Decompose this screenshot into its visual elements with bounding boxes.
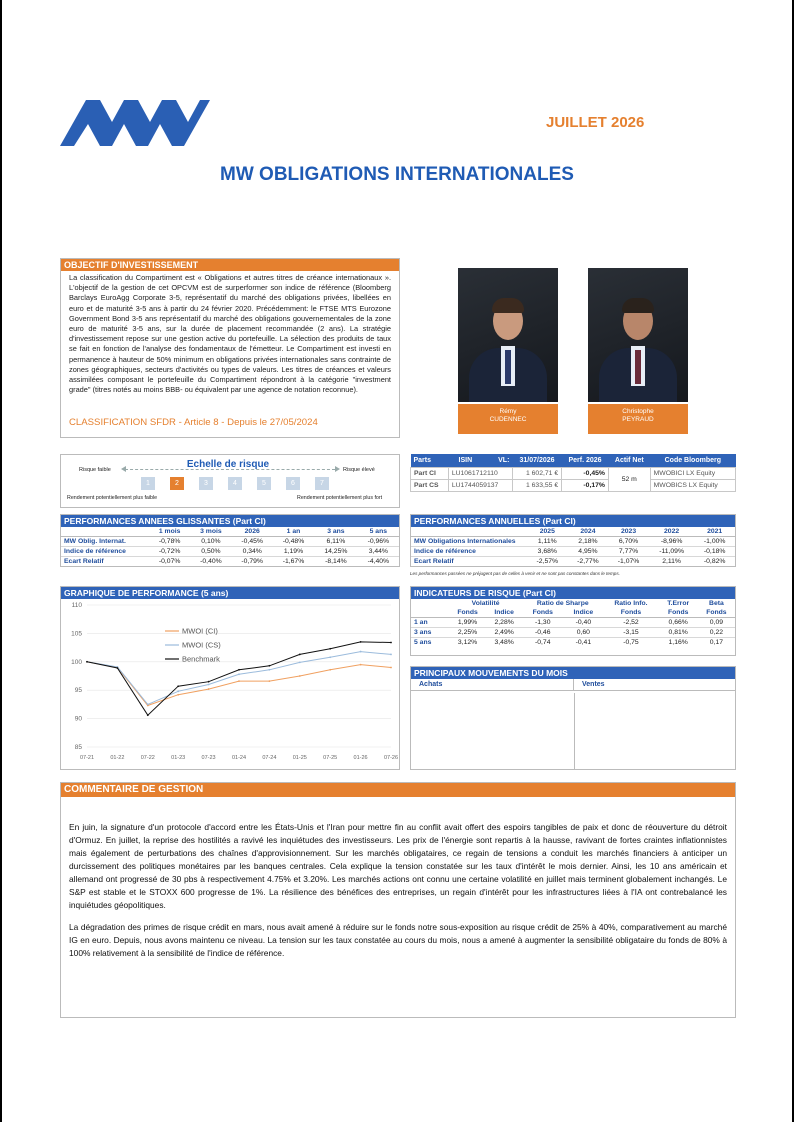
risk-level-cell: 1 bbox=[141, 477, 155, 490]
column-header: 2025 bbox=[527, 527, 568, 537]
fund-title: MW OBLIGATIONS INTERNATIONALES bbox=[220, 164, 574, 185]
data-point bbox=[299, 675, 301, 677]
series-line bbox=[87, 642, 391, 715]
achats-label: Achats bbox=[419, 681, 443, 688]
data-point bbox=[147, 714, 149, 716]
risk-level-cell: 4 bbox=[228, 477, 242, 490]
cell: 1,16% bbox=[659, 638, 698, 648]
column-header: 2026 bbox=[232, 527, 273, 537]
perf-annual-heading: PERFORMANCES ANNUELLES (Part CI) bbox=[411, 515, 735, 527]
cell: -4,40% bbox=[358, 557, 399, 567]
cell: 2,25% bbox=[449, 628, 486, 638]
x-tick-label: 01-25 bbox=[292, 755, 307, 761]
risk-level-cell: 5 bbox=[257, 477, 271, 490]
part-perf: -0,45% bbox=[562, 467, 609, 479]
cell: -0,82% bbox=[694, 557, 735, 567]
part-name: Part CI bbox=[411, 467, 449, 479]
cell: 6,70% bbox=[608, 537, 649, 547]
manager-last-name: CUDENNEC bbox=[489, 416, 527, 423]
commentary-paragraph: La dégradation des primes de risque crédit en mars, nous avait amené à réduire sur le fonds notre sous-exposition au risque crédit de 25% à 40%, comparativement au marché IG en euro. Depuis, nous avons maintenu ce niveau. La tension sur les taux constatée au cours du mois, nous a amené à augmenter la sensibilité obligataire du fonds de 80% à 100% relativement à la sensibilité de l'indice de référence. bbox=[69, 922, 727, 958]
column-header: 2022 bbox=[649, 527, 694, 537]
movements-section bbox=[410, 666, 736, 770]
data-point bbox=[329, 648, 331, 650]
cell: 2,49% bbox=[486, 628, 522, 638]
cell: 2,11% bbox=[649, 557, 694, 567]
data-point bbox=[177, 694, 179, 696]
cell: -0,79% bbox=[232, 557, 273, 567]
series-line bbox=[87, 662, 391, 706]
column-divider bbox=[574, 693, 575, 769]
data-point bbox=[269, 680, 271, 682]
x-tick-label: 01-26 bbox=[353, 755, 368, 761]
legend-label: MWOI (CS) bbox=[182, 640, 221, 650]
manager-photo-2 bbox=[588, 268, 688, 402]
cell: -0,07% bbox=[149, 557, 190, 567]
manager-first-name: Christophe bbox=[622, 408, 654, 415]
sub-header: Fonds bbox=[659, 608, 698, 618]
table-row bbox=[411, 628, 735, 638]
cell: -0,75 bbox=[603, 638, 658, 648]
manager-photo-1 bbox=[458, 268, 558, 402]
x-tick-label: 01-24 bbox=[231, 755, 247, 761]
group-header: Volatilité bbox=[471, 600, 500, 607]
data-point bbox=[86, 661, 88, 663]
row-label: Ecart Relatif bbox=[411, 557, 527, 567]
manager-name-1 bbox=[458, 404, 558, 434]
group-header: Ratio Info. bbox=[614, 600, 648, 607]
cell: -0,40 bbox=[563, 618, 603, 628]
parts-header: Perf. 2026 bbox=[562, 454, 609, 467]
risk-level-cell-selected: 2 bbox=[170, 477, 184, 490]
risk-level-cell: 6 bbox=[286, 477, 300, 490]
perf-rolling-section bbox=[60, 514, 400, 567]
data-point bbox=[238, 680, 240, 682]
table-row bbox=[411, 479, 736, 491]
row-label: 5 ans bbox=[411, 638, 449, 648]
risk-indicators-section bbox=[410, 586, 736, 656]
data-point bbox=[329, 656, 331, 658]
y-tick-label: 105 bbox=[71, 630, 82, 638]
cell: -1,30 bbox=[522, 618, 563, 628]
cell: -0,40% bbox=[190, 557, 231, 567]
data-point bbox=[208, 684, 210, 686]
cell: 3,48% bbox=[486, 638, 522, 648]
y-tick-label: 90 bbox=[74, 715, 82, 723]
row-label: 1 an bbox=[411, 618, 449, 628]
cell: -11,09% bbox=[649, 547, 694, 557]
report-date: JUILLET 2026 bbox=[546, 114, 645, 131]
actif-net: 52 m bbox=[608, 467, 650, 491]
cell: 0,34% bbox=[232, 547, 273, 557]
group-header: Ratio de Sharpe bbox=[536, 600, 589, 607]
cell: -2,77% bbox=[568, 557, 609, 567]
manager-last-name: PEYRAUD bbox=[622, 416, 654, 423]
cell: -2,57% bbox=[527, 557, 568, 567]
parts-table bbox=[410, 454, 736, 492]
cell: -0,96% bbox=[358, 537, 399, 547]
column-header: 1 mois bbox=[149, 527, 190, 537]
row-label: Indice de référence bbox=[411, 547, 527, 557]
cell: -1,67% bbox=[273, 557, 314, 567]
parts-header: ISIN bbox=[448, 454, 482, 467]
risk-high-label: Risque élevé bbox=[343, 467, 375, 473]
table-row bbox=[411, 537, 735, 547]
x-tick-label: 07-24 bbox=[262, 755, 277, 761]
y-tick-label: 110 bbox=[71, 602, 82, 609]
cell: 0,60 bbox=[563, 628, 603, 638]
part-isin: LU1061712110 bbox=[448, 467, 512, 479]
data-point bbox=[299, 654, 301, 656]
risk-indicators-heading: INDICATEURS DE RISQUE (Part CI) bbox=[411, 587, 735, 599]
cell: -0,46 bbox=[522, 628, 563, 638]
table-row bbox=[411, 557, 735, 567]
data-point bbox=[329, 669, 331, 671]
cell: 0,17 bbox=[698, 638, 735, 648]
objective-heading: OBJECTIF D'INVESTISSEMENT bbox=[61, 259, 399, 271]
column-header: 2024 bbox=[568, 527, 609, 537]
ventes-label: Ventes bbox=[573, 679, 735, 690]
cell: -1,07% bbox=[608, 557, 649, 567]
cell: 0,22 bbox=[698, 628, 735, 638]
data-point bbox=[360, 664, 362, 666]
performance-chart bbox=[61, 599, 399, 769]
objective-section bbox=[60, 258, 400, 438]
part-perf: -0,17% bbox=[562, 479, 609, 491]
movements-heading: PRINCIPAUX MOUVEMENTS DU MOIS bbox=[411, 667, 735, 679]
column-header: 3 ans bbox=[314, 527, 358, 537]
perf-rolling-heading: PERFORMANCES ANNEES GLISSANTES (Part CI) bbox=[61, 515, 399, 527]
parts-header: Actif Net bbox=[608, 454, 650, 467]
chart-heading: GRAPHIQUE DE PERFORMANCE (5 ans) bbox=[61, 587, 399, 599]
cell: 3,12% bbox=[449, 638, 486, 648]
commentary-section bbox=[60, 782, 736, 1018]
cell: -0,78% bbox=[149, 537, 190, 547]
cell: -0,48% bbox=[273, 537, 314, 547]
parts-header: VL: bbox=[482, 454, 512, 467]
cell: 2,18% bbox=[568, 537, 609, 547]
cell: -0,74 bbox=[522, 638, 563, 648]
table-row bbox=[411, 467, 736, 479]
cell: -1,00% bbox=[694, 537, 735, 547]
cell: 0,10% bbox=[190, 537, 231, 547]
cell: 0,66% bbox=[659, 618, 698, 628]
sub-header: Fonds bbox=[603, 608, 658, 618]
data-point bbox=[390, 654, 392, 656]
cell: -8,14% bbox=[314, 557, 358, 567]
cell: 1,11% bbox=[527, 537, 568, 547]
arrow-right-icon bbox=[335, 466, 340, 472]
cell: 4,95% bbox=[568, 547, 609, 557]
objective-text: La classification du Compartiment est « Obligations et autres titres de créance internationaux ». L'objectif de la gestion de cet OPCVM est de surperformer son indice de référence (Bloomberg Barclays EuroAgg Corporate 3-5, représentatif du marché des obligations privées, libellées en euro et de maturité 3-5 ans à partir du 24 février 2020. Précédemment: le FTSE MTS Eurozone Government Bond 3-5 ans représentatif du marché des obligations gouvernementales de la zone euro de maturité 3-5 ans, sur la durée de placement recommandée (2 ans). La stratégie d'investissement repose sur une gestion active du portefeuille. La sélection des produits de taux se fait en fonction de l'analyse des fondamentaux de l'émetteur. Le Compartiment est investi en permanence à hauteur de 50% minimum en obligations privées internationales sans contrainte de zones géographiques, secteurs d'activités ou types de valeurs. Les titres de créances et valeurs assimilées composant le portefeuille du Compartiment répondront à la catégorie "investment grade" (titres notés au moins BBB- ou équivalent par une agence de notation reconnue). bbox=[69, 273, 391, 395]
data-point bbox=[360, 651, 362, 653]
cell: -0,41 bbox=[563, 638, 603, 648]
legend-label: MWOI (CI) bbox=[182, 626, 218, 636]
cell: 6,11% bbox=[314, 537, 358, 547]
table-row bbox=[61, 537, 399, 547]
disclaimer-note: Les performances passées ne préjugent pas de celles à venir et ne sont pas constantes dans le temps. bbox=[410, 571, 620, 576]
risk-arrow-line bbox=[125, 469, 335, 470]
cell: -2,52 bbox=[603, 618, 658, 628]
sub-header: Fonds bbox=[449, 608, 486, 618]
data-point bbox=[208, 681, 210, 683]
parts-header: 31/07/2026 bbox=[512, 454, 561, 467]
row-label: 3 ans bbox=[411, 628, 449, 638]
x-tick-label: 01-22 bbox=[110, 755, 125, 761]
data-point bbox=[208, 688, 210, 690]
cell: -8,96% bbox=[649, 537, 694, 547]
risk-level-cell: 3 bbox=[199, 477, 213, 490]
group-header: Beta bbox=[709, 600, 724, 607]
part-name: Part CS bbox=[411, 479, 449, 491]
data-point bbox=[269, 669, 271, 671]
commentary-paragraph: En juin, la signature d'un protocole d'accord entre les États-Unis et l'Iran pour mettre fin au conflit avait offert des espoirs tangibles de paix et donc de réouverture du détroit d'Ormuz. En juillet, la reprise des hostilités a ravivé les inquiétudes des investisseurs. Les prix de l'énergie sont repartis à la hausse, ravivant de fortes craintes inflationnistes mais également de perturbations des chaînes d'approvisionnement. Sur les marchés obligataires, ce regain de tensions a conduit les marchés financiers à anticiper un durcissement des politiques monétaires par les banques centrales. Cela explique la tension constatée sur les taux d'intérêt le mois dernier. Ainsi, les 10 ans américain et allemand ont progressé de 30 pbs à respectivement 4.75% et 3.20%. Les marchés actions ont connu une certaine volatilité en juillet mais terminent globalement inchangés. Le S&P est stable et le STOXX 600 progresse de 1%. La résilience des bénéfices des entreprises, un regain d'intérêt pour les infrastructures liées à l'IA ont contrebalancé les inquiétudes géopolitiques. bbox=[69, 822, 727, 910]
part-isin: LU1744059137 bbox=[448, 479, 512, 491]
part-bloomberg: MWOBICI LX Equity bbox=[650, 467, 735, 479]
risk-foot-low: Rendement potentiellement plus faible bbox=[67, 495, 158, 501]
risk-low-label: Risque faible bbox=[79, 467, 111, 473]
data-point bbox=[390, 667, 392, 669]
row-label: Ecart Relatif bbox=[61, 557, 149, 567]
cell: 3,68% bbox=[527, 547, 568, 557]
risk-scale-title: Echelle de risque bbox=[186, 459, 270, 470]
group-header: T.Error bbox=[667, 600, 690, 607]
sub-header: Indice bbox=[563, 608, 603, 618]
row-label: Indice de référence bbox=[61, 547, 149, 557]
commentary-heading: COMMENTAIRE DE GESTION bbox=[61, 783, 735, 797]
cell: 14,25% bbox=[314, 547, 358, 557]
cell: -0,18% bbox=[694, 547, 735, 557]
company-logo bbox=[60, 96, 210, 150]
risk-foot-high: Rendement potentiellement plus fort bbox=[297, 495, 383, 501]
manager-name-2 bbox=[588, 404, 688, 434]
row-label: MW Obligations Internationales bbox=[411, 537, 527, 547]
x-tick-label: 07-26 bbox=[383, 755, 399, 761]
part-vl: 1 602,71 € bbox=[512, 467, 561, 479]
x-tick-label: 07-21 bbox=[79, 755, 95, 761]
column-header: 2023 bbox=[608, 527, 649, 537]
data-point bbox=[117, 667, 119, 669]
risk-scale bbox=[60, 454, 400, 508]
data-point bbox=[360, 641, 362, 643]
legend-label: Benchmark bbox=[182, 654, 220, 664]
column-header: 3 mois bbox=[190, 527, 231, 537]
data-point bbox=[177, 690, 179, 692]
table-row bbox=[411, 638, 735, 648]
y-tick-label: 100 bbox=[71, 658, 82, 666]
parts-header: Code Bloomberg bbox=[650, 454, 735, 467]
y-tick-label: 95 bbox=[74, 687, 82, 695]
cell: -0,45% bbox=[232, 537, 273, 547]
part-bloomberg: MWOBICS LX Equity bbox=[650, 479, 735, 491]
table-row bbox=[61, 557, 399, 567]
row-label: MW Oblig. Internat. bbox=[61, 537, 149, 547]
sub-header: Fonds bbox=[698, 608, 735, 618]
cell: 0,81% bbox=[659, 628, 698, 638]
part-vl: 1 633,55 € bbox=[512, 479, 561, 491]
sub-header: Indice bbox=[486, 608, 522, 618]
cell: 0,09 bbox=[698, 618, 735, 628]
cell: 7,77% bbox=[608, 547, 649, 557]
y-tick-label: 85 bbox=[74, 744, 82, 751]
x-tick-label: 01-23 bbox=[171, 755, 186, 761]
cell: 1,99% bbox=[449, 618, 486, 628]
risk-level-cell: 7 bbox=[315, 477, 329, 490]
cell: 0,50% bbox=[190, 547, 231, 557]
cell: -3,15 bbox=[603, 628, 658, 638]
sub-header: Fonds bbox=[522, 608, 563, 618]
column-header: 1 an bbox=[273, 527, 314, 537]
manager-first-name: Rémy bbox=[499, 408, 517, 415]
data-point bbox=[299, 661, 301, 663]
table-row bbox=[411, 618, 735, 628]
data-point bbox=[238, 673, 240, 675]
cell: 3,44% bbox=[358, 547, 399, 557]
x-tick-label: 07-23 bbox=[201, 755, 216, 761]
column-header: 2021 bbox=[694, 527, 735, 537]
data-point bbox=[390, 642, 392, 644]
cell: -0,72% bbox=[149, 547, 190, 557]
cell: 1,19% bbox=[273, 547, 314, 557]
data-point bbox=[269, 665, 271, 667]
sfdr-classification: CLASSIFICATION SFDR - Article 8 - Depuis le 27/05/2024 bbox=[69, 417, 318, 428]
series-line bbox=[87, 652, 391, 705]
performance-chart-section bbox=[60, 586, 400, 770]
x-tick-label: 07-22 bbox=[140, 755, 155, 761]
column-header: 5 ans bbox=[358, 527, 399, 537]
x-tick-label: 07-25 bbox=[323, 755, 338, 761]
data-point bbox=[238, 669, 240, 671]
data-point bbox=[177, 685, 179, 687]
parts-header: Parts bbox=[411, 454, 449, 467]
cell: 2,28% bbox=[486, 618, 522, 628]
perf-annual-section bbox=[410, 514, 736, 567]
table-row bbox=[411, 547, 735, 557]
data-point bbox=[147, 704, 149, 706]
table-row bbox=[61, 547, 399, 557]
